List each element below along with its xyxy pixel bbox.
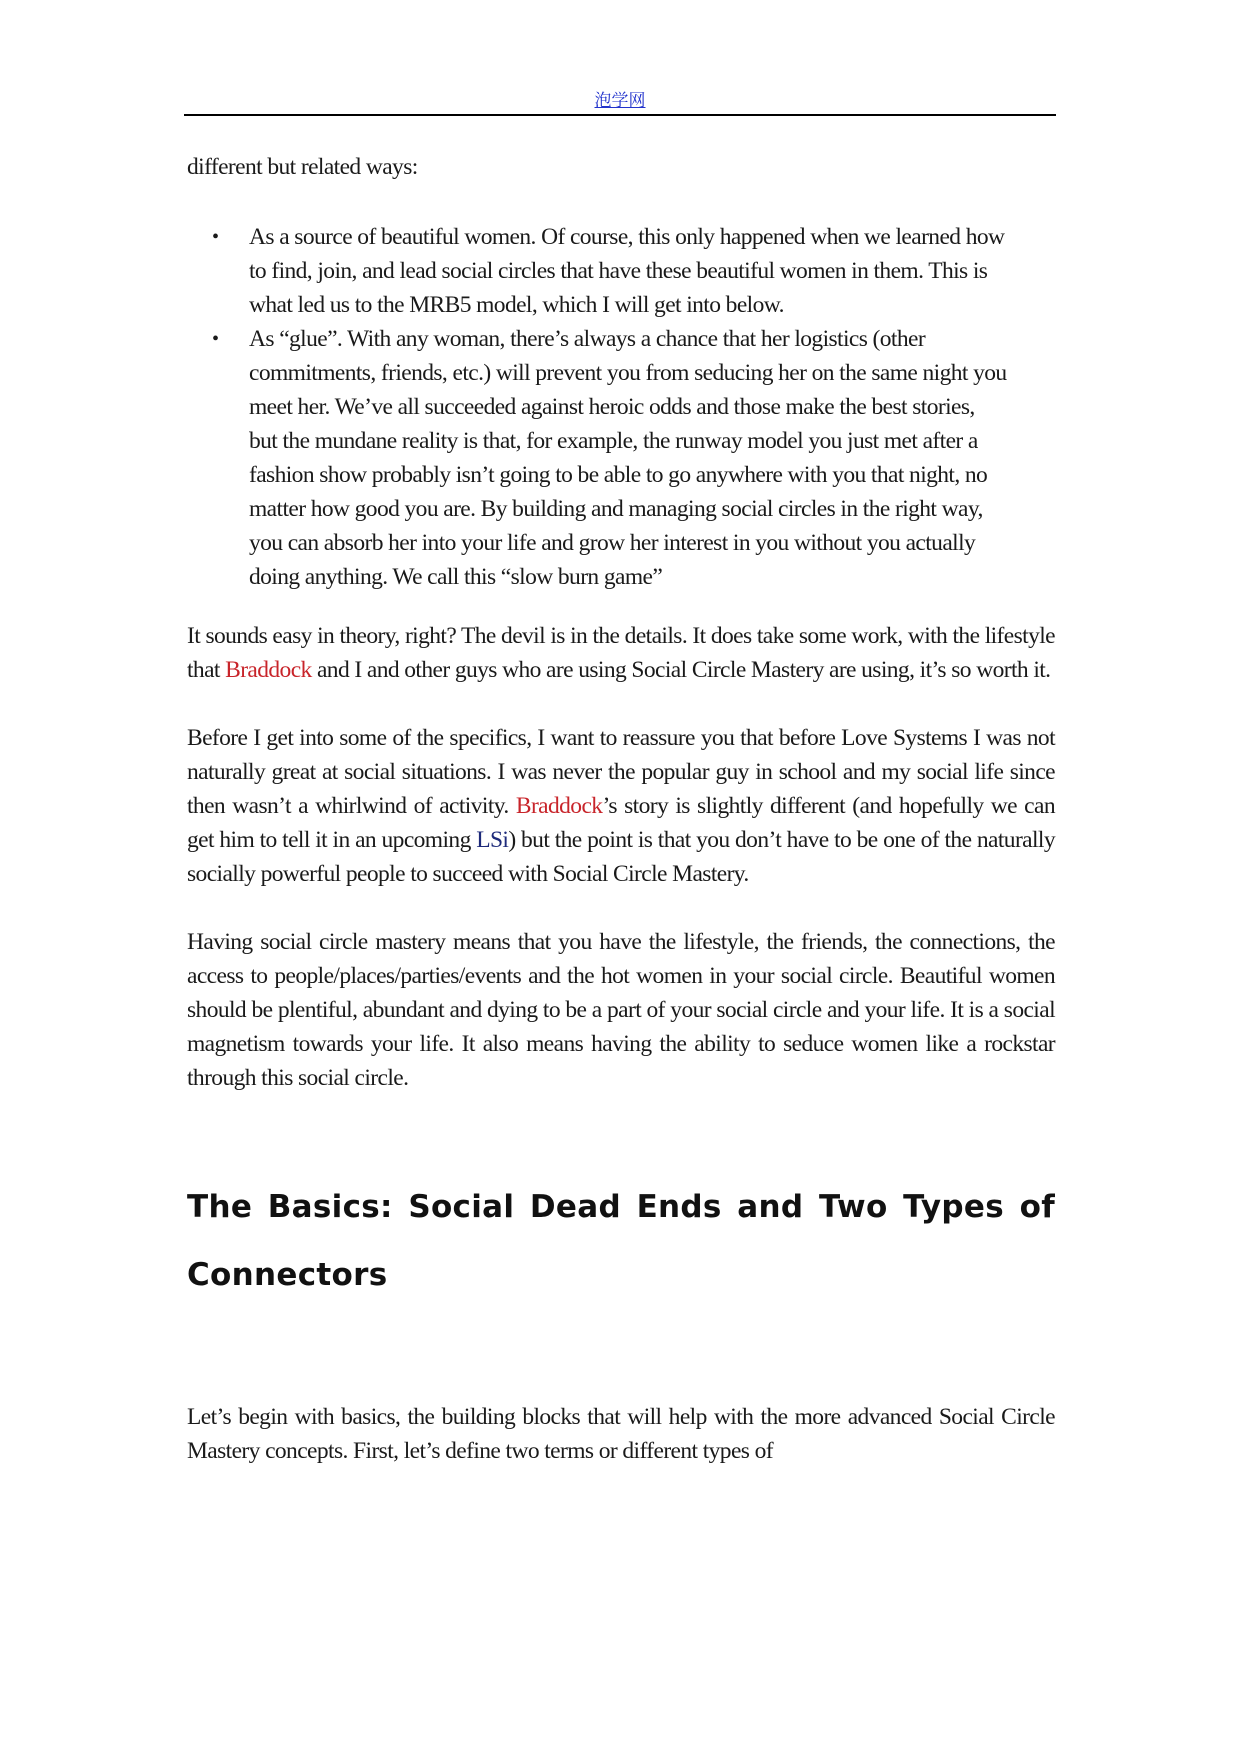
lsi-link[interactable]: LSi [476, 827, 509, 853]
document-body [187, 150, 1055, 1468]
section-heading: The Basics: Social Dead Ends and Two Types of Connectors [187, 1189, 1055, 1293]
site-link[interactable]: 泡学网 [594, 91, 646, 111]
paragraph-text: Before I get into some of the specifics, I want to reassure you that before Love Systems I was not naturally great at social situations. I was never the popular guy in school and my social life since then wasn’t a whirlwind of activity. [187, 725, 1055, 819]
paragraph-text: and I and other guys who are using Social Circle Mastery are using, it’s so worth it. [311, 657, 1051, 683]
header-rule [184, 114, 1056, 116]
paragraph-text: It sounds easy in theory, right? The devil is in the details. It does take some work, with the lifestyle that [187, 623, 1055, 683]
list-item-text: As a source of beautiful women. Of course, this only happened when we learned how to find, join, and lead social circles that have these beautiful women in them. This is what led us to the MRB5 model, which I will get into below. [249, 224, 1005, 318]
list-item-text: As “glue”. With any woman, there’s always a chance that her logistics (other commitments, friends, etc.) will prevent you from seducing her on the same night you meet her. We’ve all succeeded against heroic odds and those make the best stories, but the mundane reality is that, for example, the runway model you just met after a fashion show probably isn’t going to be able to go anywhere with you that night, no matter how good you are. By building and managing social circles in the right way, you can absorb her into your life and grow her interest in you without you actually doing anything. We call this “slow burn game” [249, 326, 1007, 590]
intro-text: different but related ways: [187, 154, 418, 180]
braddock-link[interactable]: Braddock [225, 657, 312, 683]
bullet-icon: • [212, 226, 219, 248]
paragraph-theory [187, 619, 1055, 687]
bullet-list [187, 220, 1007, 594]
paragraph-text: ’s story is slightly different (and hopefully we can get him to tell it in an upcoming [187, 793, 1055, 853]
page-header [184, 86, 1056, 111]
paragraph-reassure [187, 721, 1055, 891]
paragraph-mastery: Having social circle mastery means that you have the lifestyle, the friends, the connections, the access to people/places/parties/events and the hot women in your social circle. Beautiful women should be plentiful, abundant and dying to be a part of your social circle and your life. It is a social magnetism towards your life. It also means having the ability to seduce women like a rockstar through this social circle. [187, 929, 1055, 1091]
paragraph-text: ) but the point is that you don’t have to be one of the naturally socially powerful people to succeed with Social Circle Mastery. [187, 827, 1056, 887]
braddock-link[interactable]: Braddock [515, 793, 603, 819]
paragraph-basics: Let’s begin with basics, the building blocks that will help with the more advanced Social Circle Mastery concepts. First, let’s define two terms or different types of [187, 1404, 1055, 1464]
list-item [212, 322, 1007, 594]
bullet-icon: • [212, 328, 219, 350]
list-item [212, 220, 1007, 322]
